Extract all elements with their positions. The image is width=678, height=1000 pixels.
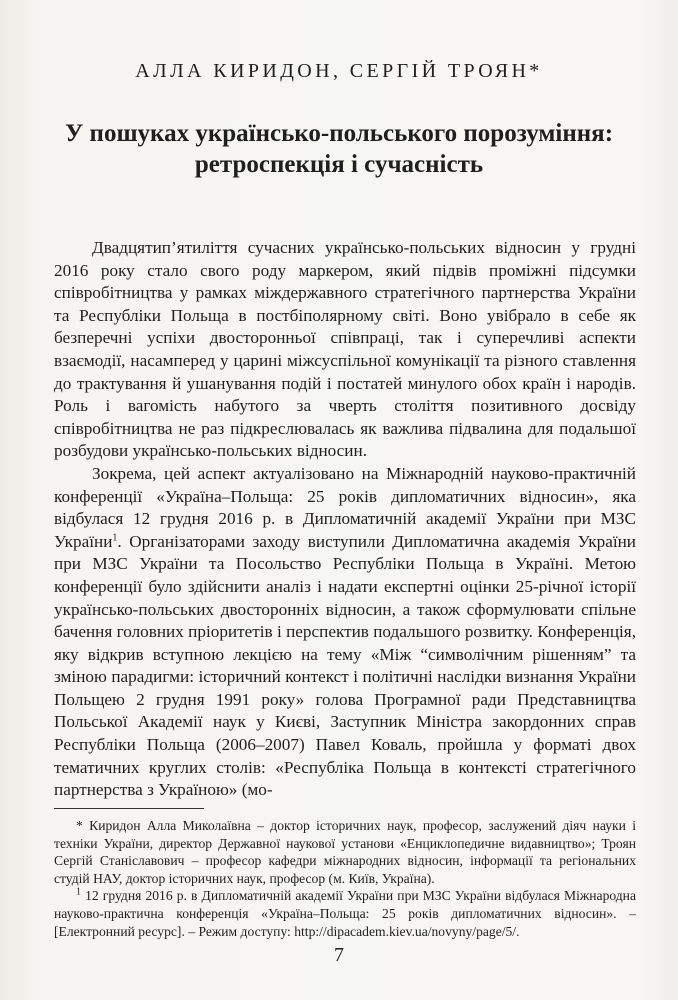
paragraph-2-text-b: . Організаторами заходу виступили Дипломатична академія України при МЗС України та Посольство Республіки Польща в Україні. Метою конференції було здійснити аналіз і надати експертні оцінки 25-річної історії українсько-польських двосторонніх відносин, а також сформулювати спільне бачення головних пріоритетів і перспектив подальшого розвитку. Конференція, яку відкрив вступною лекцією на тему «Між “символічним рішенням” та зміною парадигми: історичний контекст і політичні наслідки визнання України Польщею 2 грудня 1991 року» голова Програмної ради Представництва Польської Академії наук у Києві, Заступник Міністра закордонних справ Республіки Польща (2006–2007) Павел Коваль, пройшла у форматі двох тематичних круглих столів: «Республіка Польща в контексті стратегічного партнерства з Україною» (мо- bbox=[54, 531, 636, 800]
article-title-line-2: ретроспекція і сучасність bbox=[194, 151, 484, 178]
page-number: 7 bbox=[334, 944, 344, 966]
footnote-divider bbox=[54, 808, 204, 809]
paragraph-2-text-a: Зокрема, цей аспект актуалізовано на Міжнародній науково-практичній конференції «Україна–Польща: 25 років дипломатичних відносин», яка відбулася 12 грудня 2016 р. в Дипломатичній академії України при МЗС України bbox=[54, 463, 636, 551]
paragraph-1: Двадцятип’ятиліття сучасних українсько-польських відносин у грудні 2016 року стало свого роду маркером, який підвів проміжні підсумки співробітництва у рамках міждержавного стратегічного партнерства України та Республіки Польща в постбіполярному світі. Воно увібрало в себе як безперечні успіхи двосторонньої співпраці, так і суперечливі аспекти взаємодії, насамперед у царині міжсуспільної комунікації та різного ставлення до трактування й ушанування подій і постатей минулого обох країн і народів. Роль і вагомість набутого за чверть століття позитивного досвіду співробітництва не раз підкреслювалась як важлива підвалина для подальшої розбудови українсько-польських відносин. bbox=[54, 238, 636, 461]
footnote-1 bbox=[54, 887, 636, 940]
article-title bbox=[40, 118, 638, 180]
footnote-1-text: 12 грудня 2016 р. в Дипломатичній академії України при МЗС України відбулася Міжнародна науково-практична конференція «Україна–Польща: 25 років дипломатичних відносин». – [Електронний ресурс]. – Режим доступу: http://dipacadem.kiev.ua/novyny/page/5/. bbox=[54, 888, 636, 939]
article-authors: АЛЛА КИРИДОН, СЕРГІЙ ТРОЯН* bbox=[135, 60, 543, 82]
article-body bbox=[54, 237, 636, 802]
footnote-authors: * Киридон Алла Миколаївна – доктор історичних наук, професор, заслужений діяч науки і техніки України, директор Державної наукової установи «Енциклопедичне видавництво»; Троян Сергій Станіславович – професор кафедри міжнародних відносин, інформації та регіональних студій НАУ, доктор історичних наук, професор (м. Київ, Україна). bbox=[54, 818, 636, 886]
paragraph-2 bbox=[54, 463, 636, 802]
footnote-1-mark: 1 bbox=[76, 886, 81, 898]
article-title-line-1: У пошуках українсько-польського порозуміння: bbox=[64, 120, 614, 147]
footnote-ref-1: 1 bbox=[112, 531, 118, 543]
footnotes bbox=[54, 817, 636, 940]
